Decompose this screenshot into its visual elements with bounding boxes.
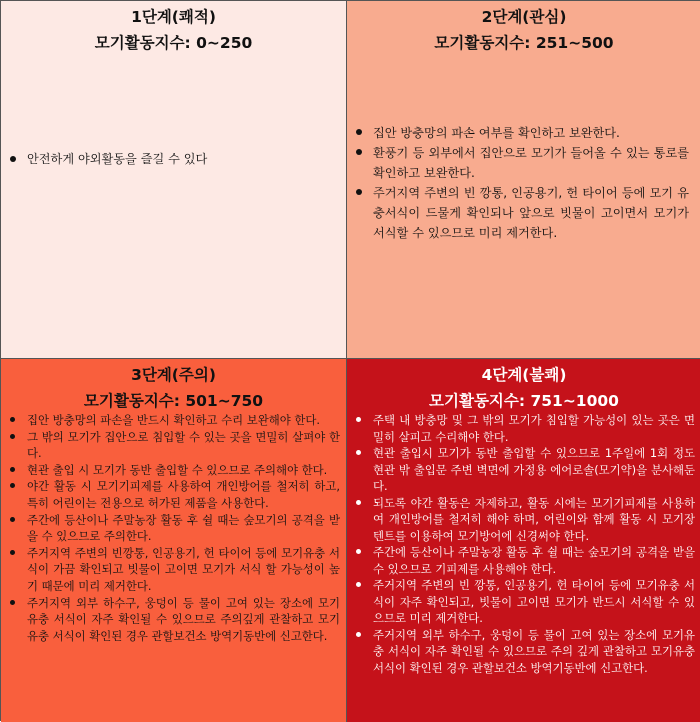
stage-4-cell: [347, 359, 700, 722]
list-item: 안전하게 야외활동을 즐길 수 있다: [1, 150, 336, 168]
stage-2-cell: [347, 1, 700, 359]
list-item: 야간 활동 시 모기기피제를 사용하여 개인방어를 철저히 하고, 특히 어린이는 전용으로 허가된 제품을 사용한다.: [1, 478, 340, 511]
stage-4-index-range: 모기활동지수: 751~1000: [429, 392, 619, 410]
stage-2-index-range: 모기활동지수: 251~500: [434, 34, 614, 52]
list-item: 현관 출입시 모기가 동반 출입할 수 있으므로 1주일에 1회 정도 현관 밖 출입문 주변 벽면에 가정용 에어로솔(모기약)을 분사해둔다.: [347, 445, 695, 495]
list-item: 주간에 등산이나 주말농장 활동 후 쉴 때는 숲모기의 공격을 받을 수 있으므로 기피제를 사용해야 한다.: [347, 544, 695, 577]
list-item: 주거지역 주변의 빈 깡통, 인공용기, 헌 타이어 등에 모기 유충서식이 드물게 확인되나 앞으로 빗물이 고이면서 모기가 서식할 수 있으므로 미리 제거한다.: [347, 183, 689, 243]
stage-2-list: [347, 123, 689, 243]
stage-4-list: [347, 412, 695, 676]
list-item: 집안 방충망의 파손을 반드시 확인하고 수리 보완해야 한다.: [1, 412, 340, 429]
stage-3-index-range: 모기활동지수: 501~750: [83, 392, 264, 410]
list-item: 주거지역 외부 하수구, 웅덩이 등 물이 고여 있는 장소에 모기유충 서식이 자주 확인될 수 있으므로 주의 깊게 관찰하고 모기유충 서식이 확인된 경우 관할보건소 방역기동반에 신고한다.: [347, 627, 695, 677]
list-item: 주거지역 주변의 빈깡통, 인공용기, 헌 타이어 등에 모기유충 서식이 가끔 확인되고 빗물이 고이면 모기가 서식 할 가능성이 높기 때문에 미리 제거한다.: [1, 545, 340, 595]
list-item: 주거지역 주변의 빈 깡통, 인공용기, 헌 타이어 등에 모기유충 서식이 자주 확인되고, 빗물이 고이면 모기가 반드시 서식할 수 있으므로 미리 제거한다.: [347, 577, 695, 627]
list-item: 집안 방충망의 파손 여부를 확인하고 보완한다.: [347, 123, 689, 143]
list-item: 주택 내 방충망 및 그 밖의 모기가 침입할 가능성이 있는 곳은 면밀히 살피고 수리해야 한다.: [347, 412, 695, 445]
stage-1-index-range: 모기활동지수: 0~250: [94, 34, 253, 52]
list-item: 되도록 야간 활동은 자제하고, 활동 시에는 모기기피제를 사용하여 개인방어를 철저히 해야 하며, 어린이와 함께 활동 시 모기장 텐트를 이용하여 모기방어에 신경써야 한다.: [347, 495, 695, 545]
stage-1-title: 1단계(쾌적): [131, 8, 216, 26]
list-item: 주거지역 외부 하수구, 웅덩이 등 물이 고여 있는 장소에 모기 유충 서식이 자주 확인될 수 있으므로 주의깊게 관찰하고 모기유충 서식이 확인된 경우 관할보건소 방역기동반에 신고한다.: [1, 595, 340, 645]
stage-3-list: [1, 412, 340, 644]
list-item: 현관 출입 시 모기가 동반 출입할 수 있으므로 주의해야 한다.: [1, 462, 340, 479]
list-item: 주간에 등산이나 주말농장 활동 후 쉴 때는 숲모기의 공격을 받을 수 있으므로 주의한다.: [1, 512, 340, 545]
stage-3-title: 3단계(주의): [131, 366, 216, 384]
list-item: 그 밖의 모기가 집안으로 침입할 수 있는 곳을 면밀히 살펴야 한다.: [1, 429, 340, 462]
list-item: 환풍기 등 외부에서 집안으로 모기가 들어올 수 있는 통로를 확인하고 보완한다.: [347, 143, 689, 183]
stage-2-title: 2단계(관심): [481, 8, 567, 26]
stage-4-title: 4단계(불쾌): [481, 366, 567, 384]
stage-1-cell: [1, 1, 347, 359]
stage-1-list: [1, 150, 336, 168]
stage-3-cell: [1, 359, 347, 722]
